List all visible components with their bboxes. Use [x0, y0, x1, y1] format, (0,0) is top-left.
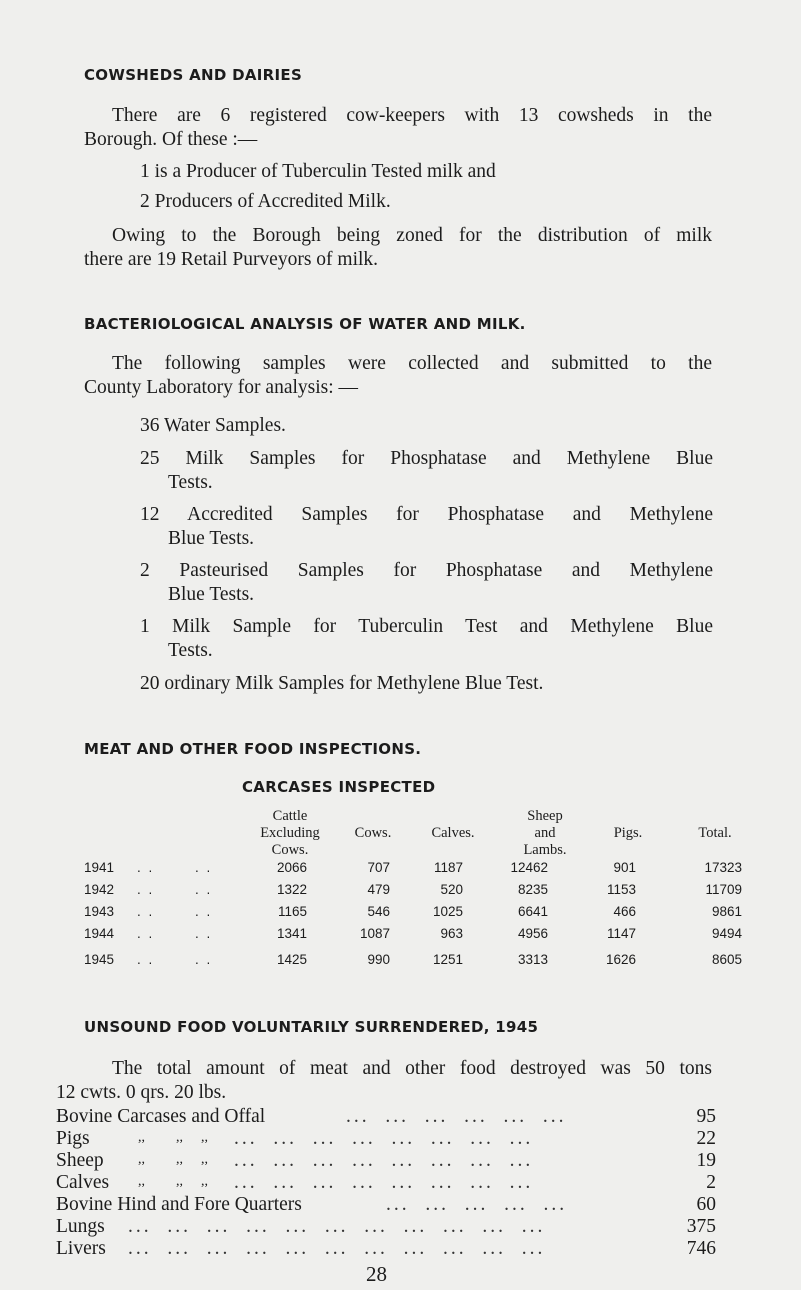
food-item-leader: ... ... ... ... ... — [386, 1194, 568, 1215]
carcases-subheading: CARCASES INSPECTED — [242, 778, 436, 796]
carcases-table — [0, 860, 801, 990]
cell-sheep: 12462 — [510, 860, 548, 875]
unsound-para-line2: 12 cwts. 0 qrs. 20 lbs. — [56, 1082, 227, 1103]
ditto-mark: ,, — [138, 1174, 145, 1189]
food-item-value: 19 — [696, 1150, 716, 1171]
food-item — [56, 1194, 716, 1216]
ditto-mark: ,, — [176, 1152, 183, 1167]
cell-total: 9861 — [711, 904, 742, 919]
col-header-sheep-1: Sheep — [527, 808, 563, 824]
bacteriological-intro-line1: The following samples were collected and submitted to the — [112, 353, 712, 374]
cell-pigs: 466 — [613, 904, 636, 919]
sample-item: 1 Milk Sample for Tuberculin Test and Methylene Blue — [140, 616, 713, 637]
food-item-leader: ... ... ... ... ... ... ... ... — [234, 1150, 534, 1171]
row-leader: . . — [137, 926, 155, 941]
food-item-label: Bovine Carcases and Offal — [56, 1106, 266, 1127]
cell-cattle: 1425 — [276, 952, 307, 967]
cowsheds-para2-line1: Owing to the Borough being zoned for the distribution of milk — [112, 225, 712, 246]
food-item — [56, 1216, 716, 1238]
food-item-label: Calves — [56, 1172, 110, 1193]
table-row — [0, 952, 801, 970]
page-number: 28 — [366, 1262, 387, 1286]
ditto-mark: ,, — [176, 1130, 183, 1145]
food-item-leader: ... ... ... ... ... ... — [346, 1106, 567, 1127]
cell-cows: 990 — [367, 952, 390, 967]
food-item-value: 746 — [686, 1238, 716, 1259]
col-header-sheep-2: and — [534, 825, 556, 841]
ditto-mark: ,, — [201, 1152, 208, 1167]
row-leader: . . — [137, 952, 155, 967]
cell-calves: 1251 — [432, 952, 463, 967]
row-leader: . . — [195, 904, 213, 919]
row-leader: . . — [195, 926, 213, 941]
food-item — [56, 1150, 716, 1172]
cowsheds-item-2: 2 Producers of Accredited Milk. — [140, 191, 391, 212]
food-item-value: 2 — [706, 1172, 716, 1193]
cell-calves: 963 — [440, 926, 463, 941]
food-item-value: 22 — [696, 1128, 716, 1149]
cell-year: 1941 — [84, 860, 115, 875]
row-leader: . . — [137, 882, 155, 897]
food-item — [56, 1172, 716, 1194]
table-row — [0, 882, 801, 900]
col-header-cattle-2: Excluding — [260, 825, 320, 841]
table-row — [0, 904, 801, 922]
col-header-sheep-3: Lambs. — [523, 842, 567, 858]
ditto-mark: ,, — [201, 1174, 208, 1189]
bacteriological-heading: BACTERIOLOGICAL ANALYSIS OF WATER AND MILK. — [84, 315, 526, 333]
food-item-label: Pigs — [56, 1128, 90, 1149]
meat-heading: MEAT AND OTHER FOOD INSPECTIONS. — [84, 740, 422, 758]
ditto-mark: ,, — [201, 1130, 208, 1145]
cowsheds-para2-line2: there are 19 Retail Purveyors of milk. — [84, 249, 379, 270]
cowsheds-para1-line1: There are 6 registered cow-keepers with 13 cowsheds in the — [112, 105, 712, 126]
col-header-calves: Calves. — [431, 825, 475, 841]
food-item — [56, 1106, 716, 1128]
cell-total: 11709 — [705, 882, 742, 897]
cell-cattle: 2066 — [276, 860, 307, 875]
row-leader: . . — [137, 860, 155, 875]
cell-total: 9494 — [711, 926, 742, 941]
cell-sheep: 4956 — [517, 926, 548, 941]
cell-cows: 546 — [367, 904, 390, 919]
col-header-sheep — [505, 808, 585, 859]
sample-item-cont: Tests. — [168, 640, 213, 661]
col-header-pigs: Pigs. — [613, 825, 643, 841]
cell-cattle: 1341 — [276, 926, 307, 941]
food-item-value: 60 — [696, 1194, 716, 1215]
sample-item: 2 Pasteurised Samples for Phosphatase and Methylene — [140, 560, 713, 581]
row-leader: . . — [195, 882, 213, 897]
cowsheds-para1-line2: Borough. Of these :— — [84, 129, 258, 150]
food-item — [56, 1238, 716, 1260]
cell-pigs: 1147 — [606, 926, 636, 941]
food-item-label: Bovine Hind and Fore Quarters — [56, 1194, 302, 1215]
bacteriological-intro-line2: County Laboratory for analysis: — — [84, 377, 359, 398]
sample-item-cont: Blue Tests. — [168, 528, 255, 549]
unsound-food-heading: UNSOUND FOOD VOLUNTARILY SURRENDERED, 1945 — [84, 1018, 539, 1036]
table-row — [0, 926, 801, 944]
cell-sheep: 3313 — [517, 952, 548, 967]
cell-total: 17323 — [704, 860, 742, 875]
cell-cows: 479 — [367, 882, 390, 897]
cell-pigs: 1626 — [605, 952, 636, 967]
food-item-label: Lungs — [56, 1216, 105, 1237]
cell-calves: 1187 — [433, 860, 463, 875]
col-header-cattle — [240, 808, 340, 859]
cell-year: 1943 — [84, 904, 115, 919]
row-leader: . . — [137, 904, 155, 919]
food-item-value: 95 — [696, 1106, 716, 1127]
col-header-total: Total. — [698, 825, 732, 841]
cell-cows: 1087 — [359, 926, 390, 941]
cell-cattle: 1322 — [276, 882, 307, 897]
cell-cattle: 1165 — [277, 904, 307, 919]
cell-cows: 707 — [367, 860, 390, 875]
cell-sheep: 8235 — [517, 882, 548, 897]
sample-item: 20 ordinary Milk Samples for Methylene Blue Test. — [140, 673, 544, 694]
cowsheds-item-1: 1 is a Producer of Tuberculin Tested milk and — [140, 161, 496, 182]
sample-item: 36 Water Samples. — [140, 415, 286, 436]
cell-year: 1944 — [84, 926, 115, 941]
cell-sheep: 6641 — [517, 904, 548, 919]
col-header-cows: Cows. — [354, 825, 392, 841]
row-leader: . . — [195, 860, 213, 875]
unsound-para-line1: The total amount of meat and other food destroyed was 50 tons — [112, 1058, 712, 1079]
food-item-leader: ... ... ... ... ... ... ... ... ... ... ... — [128, 1238, 546, 1259]
table-row — [0, 860, 801, 878]
cell-year: 1942 — [84, 882, 115, 897]
food-item-leader: ... ... ... ... ... ... ... ... — [234, 1128, 534, 1149]
cell-total: 8605 — [711, 952, 742, 967]
food-item — [56, 1128, 716, 1150]
col-header-cattle-3: Cows. — [271, 842, 309, 858]
col-header-cattle-1: Cattle — [272, 808, 308, 824]
food-item-value: 375 — [686, 1216, 716, 1237]
food-item-leader: ... ... ... ... ... ... ... ... — [234, 1172, 534, 1193]
ditto-mark: ,, — [138, 1130, 145, 1145]
food-item-leader: ... ... ... ... ... ... ... ... ... ... ... — [128, 1216, 546, 1237]
food-item-label: Livers — [56, 1238, 106, 1259]
row-leader: . . — [195, 952, 213, 967]
cell-calves: 1025 — [432, 904, 463, 919]
ditto-mark: ,, — [176, 1174, 183, 1189]
cell-pigs: 1153 — [606, 882, 636, 897]
sample-item: 25 Milk Samples for Phosphatase and Methylene Blue — [140, 448, 713, 469]
sample-item-cont: Tests. — [168, 472, 213, 493]
cell-pigs: 901 — [613, 860, 636, 875]
cell-calves: 520 — [440, 882, 463, 897]
sample-item: 12 Accredited Samples for Phosphatase and Methylene — [140, 504, 713, 525]
cell-year: 1945 — [84, 952, 115, 967]
ditto-mark: ,, — [138, 1152, 145, 1167]
cowsheds-heading: COWSHEDS AND DAIRIES — [84, 66, 303, 84]
sample-item-cont: Blue Tests. — [168, 584, 255, 605]
food-item-label: Sheep — [56, 1150, 104, 1171]
